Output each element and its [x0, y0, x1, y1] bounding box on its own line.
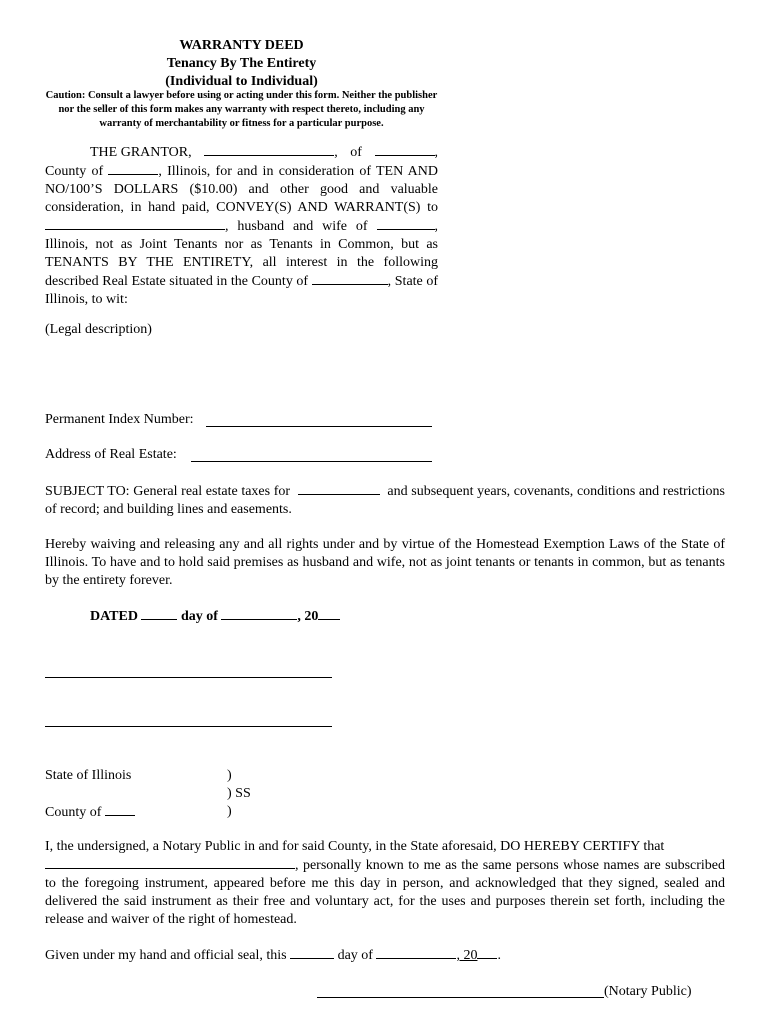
venue-paren-3: ): [227, 804, 232, 819]
tax-year-field[interactable]: [298, 482, 380, 495]
dated-line: [90, 607, 340, 626]
given-text-2: day of: [337, 948, 373, 963]
grantor-paragraph: [45, 143, 438, 309]
grantor-name-field[interactable]: [204, 143, 334, 156]
venue-ss: ) SS: [227, 786, 251, 801]
subject-to-paragraph: [45, 482, 725, 519]
grantor-label: THE GRANTOR,: [90, 145, 192, 160]
signature-line-2[interactable]: [45, 726, 332, 727]
notary-text-2: , personally known to me as the same persons whose names are subscribed to the foregoing instrument, appeared before me this day in person, and acknowledged that they signed, sealed and delivered the said instrument as their free and voluntary act, for the uses and purposes therein set forth, including the release and waiver of the right of homestead.: [45, 858, 725, 927]
given-text-4: .: [497, 948, 501, 963]
deed-title: WARRANTY DEED: [179, 38, 304, 53]
venue-paren-1: ): [227, 768, 232, 783]
given-month-field[interactable]: [376, 946, 456, 959]
given-day-field[interactable]: [290, 946, 334, 959]
venue-county: [45, 803, 135, 822]
given-year-field[interactable]: [477, 946, 497, 959]
grantee-name-field[interactable]: [45, 217, 225, 230]
notary-public-label: (Notary Public): [604, 984, 692, 999]
grantor-text-5: , husband and wife of: [225, 219, 368, 234]
grantor-text-7: , State of Illinois, to wit:: [45, 274, 439, 307]
dated-month-field[interactable]: [221, 607, 297, 620]
notary-paragraph: [45, 838, 725, 929]
given-text-3: , 20: [456, 948, 478, 963]
venue-county-label: County of: [45, 805, 102, 820]
subject-text-1: SUBJECT TO: General real estate taxes for: [45, 484, 291, 499]
given-line: [45, 946, 501, 965]
grantor-text-6: , Illinois, not as Joint Tenants nor as Tenants in Common, but as TENANTS BY THE ENTIRETY, all interest in the following described Real Estate situated in the County of: [45, 219, 438, 289]
pin-label: Permanent Index Number:: [45, 412, 194, 427]
property-county-field[interactable]: [312, 272, 388, 285]
caution-notice: Caution: Consult a lawyer before using or acting under this form. Neither the publisher nor the seller of this form makes any warranty with respect thereto, including any warranty of merchantability or fitness for a particular purpose.: [45, 90, 438, 129]
grantor-county-field[interactable]: [108, 162, 158, 175]
dated-text-1: DATED: [90, 609, 138, 624]
venue-state: State of Illinois: [45, 768, 132, 783]
given-text-1: Given under my hand and official seal, this: [45, 948, 287, 963]
grantee-city-field[interactable]: [377, 217, 435, 230]
pin-field[interactable]: [206, 426, 432, 427]
dated-day-field[interactable]: [141, 607, 177, 620]
venue-county-field[interactable]: [105, 803, 135, 816]
legal-description: (Legal description): [45, 322, 152, 337]
subject-text-2: and subsequent years, covenants, conditions and restrictions of record; and building lines and easements.: [45, 484, 725, 517]
notary-signature-line[interactable]: [317, 997, 604, 998]
notary-persons-field[interactable]: [45, 856, 295, 869]
grantor-text-3: , County of: [45, 145, 438, 179]
grantor-text-4: , Illinois, for and in consideration of TEN AND NO/100’S DOLLARS ($10.00) and other good and valuable consideration, in hand paid, CONVEY(S) AND WARRANT(S) to: [45, 164, 439, 215]
dated-text-3: , 20: [297, 609, 319, 624]
notary-text-1: I, the undersigned, a Notary Public in and for said County, in the State aforesaid, DO HEREBY CERTIFY that: [45, 839, 665, 854]
grantor-text-2: , of: [334, 145, 362, 160]
dated-year-field[interactable]: [318, 607, 340, 620]
signature-line-1[interactable]: [45, 677, 332, 678]
deed-subtitle-2: (Individual to Individual): [165, 74, 318, 89]
grantor-city-field[interactable]: [375, 143, 435, 156]
address-field[interactable]: [191, 461, 432, 462]
homestead-paragraph: Hereby waiving and releasing any and all rights under and by virtue of the Homestead Exemption Laws of the State of Illinois. To have and to hold said premises as husband and wife, not as joint tenants or tenants in common, but as tenants by the entirety forever.: [45, 537, 725, 588]
address-label: Address of Real Estate:: [45, 447, 177, 462]
deed-subtitle: Tenancy By The Entirety: [166, 56, 317, 71]
dated-text-2: day of: [180, 609, 218, 624]
